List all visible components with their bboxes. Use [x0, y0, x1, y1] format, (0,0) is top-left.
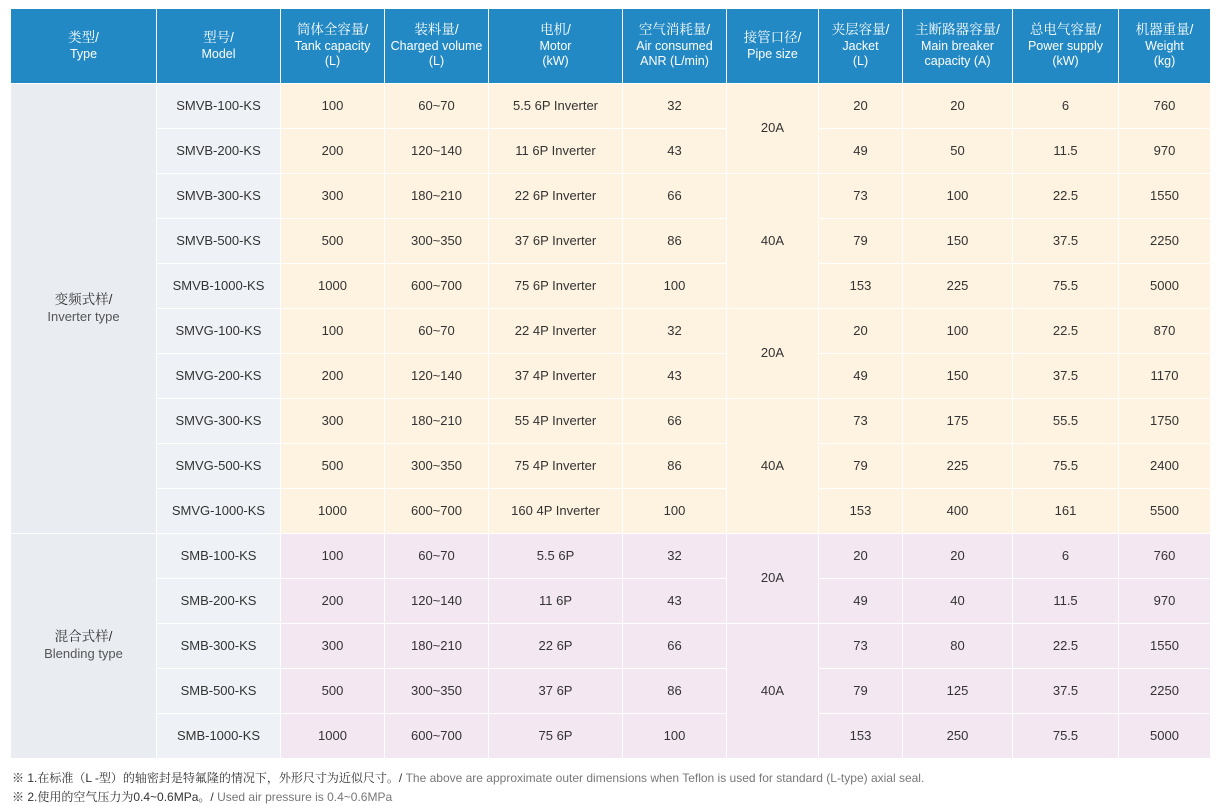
column-header-cn: 型号/ — [203, 29, 234, 45]
main-breaker-cell: 125 — [903, 669, 1013, 714]
tank-capacity-cell: 200 — [281, 129, 385, 174]
main-breaker-cell: 250 — [903, 714, 1013, 759]
model-cell: SMB-1000-KS — [157, 714, 281, 759]
column-header-en: Pipe size — [747, 46, 798, 61]
charged-volume-cell: 60~70 — [385, 534, 489, 579]
charged-volume-cell: 600~700 — [385, 714, 489, 759]
motor-cell: 11 6P — [489, 579, 623, 624]
tank-capacity-cell: 100 — [281, 84, 385, 129]
main-breaker-cell: 20 — [903, 534, 1013, 579]
tank-capacity-cell: 500 — [281, 669, 385, 714]
motor-cell: 37 4P Inverter — [489, 354, 623, 399]
power-supply-cell: 75.5 — [1013, 714, 1119, 759]
charged-volume-cell: 300~350 — [385, 669, 489, 714]
main-breaker-cell: 175 — [903, 399, 1013, 444]
motor-cell: 22 6P — [489, 624, 623, 669]
column-header-cn: 装料量/ — [414, 21, 459, 37]
tank-capacity-cell: 1000 — [281, 714, 385, 759]
table-row — [11, 129, 1211, 174]
type-group-en: Inverter type — [47, 308, 120, 324]
table-row — [11, 579, 1211, 624]
main-breaker-cell: 400 — [903, 489, 1013, 534]
jacket-cell: 49 — [819, 354, 903, 399]
motor-cell: 37 6P — [489, 669, 623, 714]
main-breaker-cell: 50 — [903, 129, 1013, 174]
weight-cell: 1550 — [1119, 624, 1211, 669]
tank-capacity-cell: 300 — [281, 624, 385, 669]
table-row — [11, 534, 1211, 579]
weight-cell: 1170 — [1119, 354, 1211, 399]
motor-cell: 55 4P Inverter — [489, 399, 623, 444]
charged-volume-cell: 300~350 — [385, 219, 489, 264]
power-supply-cell: 11.5 — [1013, 129, 1119, 174]
header-row — [11, 9, 1211, 84]
weight-cell: 1750 — [1119, 399, 1211, 444]
column-header-en: Tank capacity — [294, 38, 371, 53]
air-consumed-cell: 43 — [623, 579, 727, 624]
footnote-cn: ※ 2.使用的空气压力为0.4~0.6MPa。/ — [12, 789, 218, 804]
motor-cell: 22 4P Inverter — [489, 309, 623, 354]
column-header-unit: (kW) — [1052, 54, 1079, 69]
jacket-cell: 49 — [819, 579, 903, 624]
pipe-size-cell: 20A — [727, 534, 819, 624]
column-header-unit: ANR (L/min) — [640, 54, 709, 69]
column-header-unit: (L) — [852, 54, 869, 69]
table-row — [11, 444, 1211, 489]
pipe-size-cell: 40A — [727, 624, 819, 759]
power-supply-cell: 75.5 — [1013, 264, 1119, 309]
weight-cell: 970 — [1119, 579, 1211, 624]
footnote-cn: ※ 1.在标准（L -型）的轴密封是特氟隆的情况下，外形尺寸为近似尺寸。/ — [12, 771, 406, 785]
model-cell: SMB-300-KS — [157, 624, 281, 669]
charged-volume-cell: 180~210 — [385, 174, 489, 219]
power-supply-cell: 11.5 — [1013, 579, 1119, 624]
air-consumed-cell: 32 — [623, 534, 727, 579]
air-consumed-cell: 100 — [623, 714, 727, 759]
table-row — [11, 309, 1211, 354]
air-consumed-cell: 66 — [623, 399, 727, 444]
weight-cell: 2250 — [1119, 669, 1211, 714]
column-header-en: Weight — [1145, 38, 1184, 53]
footnote-2 — [12, 788, 1220, 806]
jacket-cell: 79 — [819, 219, 903, 264]
type-group-en: Blending type — [44, 646, 123, 662]
type-group-cell — [11, 534, 157, 759]
motor-cell: 75 4P Inverter — [489, 444, 623, 489]
column-header-en: Air consumed — [636, 38, 713, 53]
tank-capacity-cell: 500 — [281, 219, 385, 264]
model-cell: SMVB-100-KS — [157, 84, 281, 129]
power-supply-cell: 6 — [1013, 84, 1119, 129]
table-row — [11, 84, 1211, 129]
jacket-cell: 79 — [819, 669, 903, 714]
jacket-cell: 20 — [819, 534, 903, 579]
motor-cell: 160 4P Inverter — [489, 489, 623, 534]
model-cell: SMVB-300-KS — [157, 174, 281, 219]
column-header-cn: 空气消耗量/ — [638, 21, 711, 37]
column-header-unit: (kg) — [1153, 54, 1176, 69]
pipe-size-cell: 40A — [727, 399, 819, 534]
tank-capacity-cell: 500 — [281, 444, 385, 489]
model-cell: SMVB-500-KS — [157, 219, 281, 264]
column-header-10 — [1119, 9, 1211, 84]
column-header-en: Jacket — [842, 38, 879, 53]
column-header-cn: 总电气容量/ — [1029, 21, 1102, 37]
tank-capacity-cell: 200 — [281, 354, 385, 399]
charged-volume-cell: 120~140 — [385, 354, 489, 399]
main-breaker-cell: 225 — [903, 264, 1013, 309]
jacket-cell: 73 — [819, 399, 903, 444]
weight-cell: 5000 — [1119, 264, 1211, 309]
jacket-cell: 20 — [819, 84, 903, 129]
pipe-size-cell: 20A — [727, 84, 819, 174]
jacket-cell: 73 — [819, 624, 903, 669]
power-supply-cell: 22.5 — [1013, 309, 1119, 354]
model-cell: SMB-500-KS — [157, 669, 281, 714]
column-header-3 — [385, 9, 489, 84]
type-group-cell — [11, 84, 157, 534]
air-consumed-cell: 66 — [623, 174, 727, 219]
column-header-cn: 电机/ — [540, 21, 571, 37]
main-breaker-cell: 80 — [903, 624, 1013, 669]
main-breaker-cell: 150 — [903, 219, 1013, 264]
tank-capacity-cell: 300 — [281, 399, 385, 444]
footnote-en: The above are approximate outer dimensions when Teflon is used for standard (L-type) axial seal. — [405, 771, 925, 785]
model-cell: SMVG-1000-KS — [157, 489, 281, 534]
table-row — [11, 714, 1211, 759]
air-consumed-cell: 32 — [623, 84, 727, 129]
column-header-6 — [727, 9, 819, 84]
jacket-cell: 20 — [819, 309, 903, 354]
model-cell: SMVG-500-KS — [157, 444, 281, 489]
motor-cell: 5.5 6P — [489, 534, 623, 579]
air-consumed-cell: 66 — [623, 624, 727, 669]
table-header — [11, 9, 1211, 84]
weight-cell: 5000 — [1119, 714, 1211, 759]
column-header-cn: 机器重量/ — [1135, 21, 1194, 37]
column-header-unit: capacity (A) — [924, 54, 991, 69]
column-header-1 — [157, 9, 281, 84]
column-header-4 — [489, 9, 623, 84]
column-header-en: Motor — [539, 38, 572, 53]
motor-cell: 75 6P — [489, 714, 623, 759]
table-row — [11, 264, 1211, 309]
jacket-cell: 153 — [819, 264, 903, 309]
table-row — [11, 219, 1211, 264]
jacket-cell: 153 — [819, 489, 903, 534]
specification-table — [10, 8, 1211, 759]
power-supply-cell: 55.5 — [1013, 399, 1119, 444]
column-header-unit: (L) — [428, 54, 445, 69]
power-supply-cell: 37.5 — [1013, 354, 1119, 399]
column-header-7 — [819, 9, 903, 84]
column-header-8 — [903, 9, 1013, 84]
column-header-en: Model — [201, 46, 236, 61]
column-header-cn: 主断路器容量/ — [915, 21, 1000, 37]
weight-cell: 5500 — [1119, 489, 1211, 534]
weight-cell: 760 — [1119, 534, 1211, 579]
model-cell: SMVB-1000-KS — [157, 264, 281, 309]
type-group-cn: 混合式样/ — [54, 629, 113, 645]
model-cell: SMB-200-KS — [157, 579, 281, 624]
main-breaker-cell: 225 — [903, 444, 1013, 489]
column-header-en: Charged volume — [390, 38, 483, 53]
column-header-en: Power supply — [1027, 38, 1104, 53]
air-consumed-cell: 43 — [623, 354, 727, 399]
column-header-cn: 接管口径/ — [743, 29, 802, 45]
table-row — [11, 489, 1211, 534]
motor-cell: 11 6P Inverter — [489, 129, 623, 174]
main-breaker-cell: 150 — [903, 354, 1013, 399]
footnote-1 — [12, 769, 1220, 788]
tank-capacity-cell: 200 — [281, 579, 385, 624]
weight-cell: 970 — [1119, 129, 1211, 174]
column-header-en: Main breaker — [921, 38, 994, 53]
air-consumed-cell: 86 — [623, 669, 727, 714]
pipe-size-cell: 20A — [727, 309, 819, 399]
jacket-cell: 153 — [819, 714, 903, 759]
model-cell: SMVG-100-KS — [157, 309, 281, 354]
motor-cell: 22 6P Inverter — [489, 174, 623, 219]
weight-cell: 2400 — [1119, 444, 1211, 489]
footnotes — [12, 769, 1220, 806]
model-cell: SMVG-200-KS — [157, 354, 281, 399]
tank-capacity-cell: 1000 — [281, 489, 385, 534]
jacket-cell: 79 — [819, 444, 903, 489]
air-consumed-cell: 32 — [623, 309, 727, 354]
charged-volume-cell: 60~70 — [385, 84, 489, 129]
model-cell: SMVB-200-KS — [157, 129, 281, 174]
charged-volume-cell: 60~70 — [385, 309, 489, 354]
charged-volume-cell: 180~210 — [385, 399, 489, 444]
air-consumed-cell: 100 — [623, 489, 727, 534]
charged-volume-cell: 180~210 — [385, 624, 489, 669]
column-header-cn: 夹层容量/ — [831, 21, 890, 37]
tank-capacity-cell: 300 — [281, 174, 385, 219]
table-row — [11, 669, 1211, 714]
charged-volume-cell: 300~350 — [385, 444, 489, 489]
air-consumed-cell: 100 — [623, 264, 727, 309]
column-header-cn: 类型/ — [68, 29, 99, 45]
column-header-unit: (kW) — [542, 54, 569, 69]
power-supply-cell: 6 — [1013, 534, 1119, 579]
main-breaker-cell: 100 — [903, 174, 1013, 219]
power-supply-cell: 161 — [1013, 489, 1119, 534]
main-breaker-cell: 40 — [903, 579, 1013, 624]
column-header-9 — [1013, 9, 1119, 84]
charged-volume-cell: 120~140 — [385, 579, 489, 624]
power-supply-cell: 75.5 — [1013, 444, 1119, 489]
main-breaker-cell: 100 — [903, 309, 1013, 354]
power-supply-cell: 37.5 — [1013, 669, 1119, 714]
pipe-size-cell: 40A — [727, 174, 819, 309]
footnote-en: Used air pressure is 0.4~0.6MPa — [217, 789, 393, 804]
table-row — [11, 354, 1211, 399]
column-header-5 — [623, 9, 727, 84]
power-supply-cell: 37.5 — [1013, 219, 1119, 264]
charged-volume-cell: 120~140 — [385, 129, 489, 174]
charged-volume-cell: 600~700 — [385, 264, 489, 309]
air-consumed-cell: 86 — [623, 444, 727, 489]
charged-volume-cell: 600~700 — [385, 489, 489, 534]
type-group-cn: 变频式样/ — [54, 291, 113, 307]
column-header-2 — [281, 9, 385, 84]
weight-cell: 870 — [1119, 309, 1211, 354]
column-header-cn: 筒体全容量/ — [296, 21, 369, 37]
weight-cell: 2250 — [1119, 219, 1211, 264]
table-row — [11, 624, 1211, 669]
table-body — [11, 84, 1211, 759]
power-supply-cell: 22.5 — [1013, 624, 1119, 669]
air-consumed-cell: 86 — [623, 219, 727, 264]
motor-cell: 75 6P Inverter — [489, 264, 623, 309]
air-consumed-cell: 43 — [623, 129, 727, 174]
power-supply-cell: 22.5 — [1013, 174, 1119, 219]
column-header-unit: (L) — [324, 54, 341, 69]
weight-cell: 1550 — [1119, 174, 1211, 219]
jacket-cell: 73 — [819, 174, 903, 219]
jacket-cell: 49 — [819, 129, 903, 174]
tank-capacity-cell: 100 — [281, 534, 385, 579]
model-cell: SMB-100-KS — [157, 534, 281, 579]
column-header-en: Type — [69, 46, 98, 61]
table-row — [11, 399, 1211, 444]
motor-cell: 5.5 6P Inverter — [489, 84, 623, 129]
column-header-0 — [11, 9, 157, 84]
model-cell: SMVG-300-KS — [157, 399, 281, 444]
table-row — [11, 174, 1211, 219]
main-breaker-cell: 20 — [903, 84, 1013, 129]
tank-capacity-cell: 100 — [281, 309, 385, 354]
weight-cell: 760 — [1119, 84, 1211, 129]
tank-capacity-cell: 1000 — [281, 264, 385, 309]
motor-cell: 37 6P Inverter — [489, 219, 623, 264]
